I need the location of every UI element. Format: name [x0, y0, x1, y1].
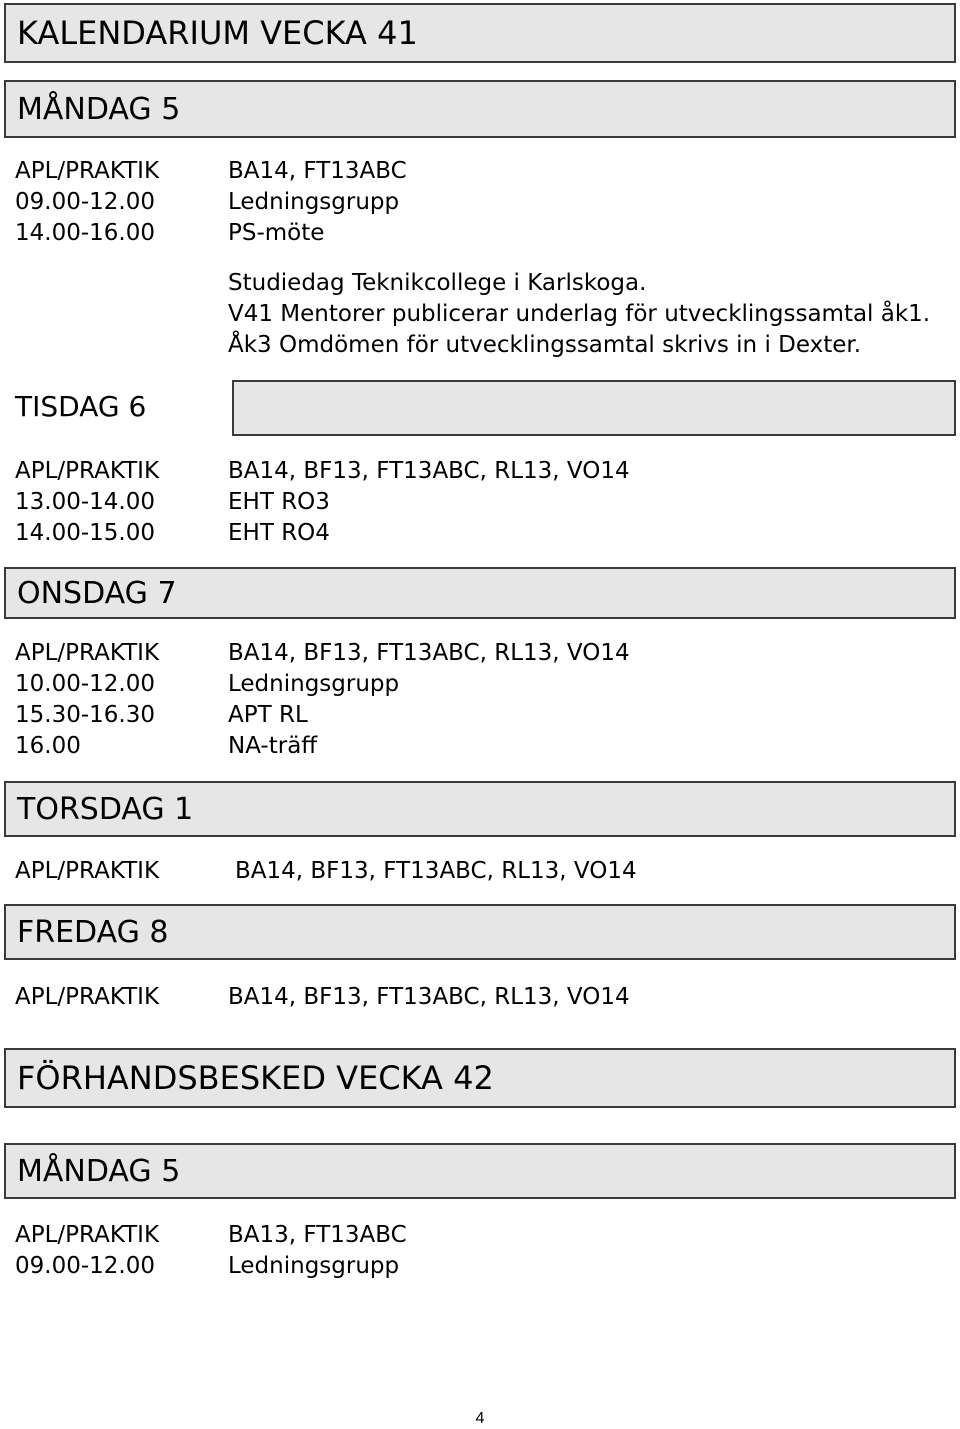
- list-item: 15.30-16.30 APT RL: [15, 702, 308, 728]
- calendar-week-header: [4, 3, 956, 63]
- list-item: 09.00-12.00 Ledningsgrupp: [15, 189, 400, 215]
- day-title-monday: MÅNDAG 5: [17, 91, 181, 127]
- list-item: APL/PRAKTIK BA13, FT13ABC: [15, 1222, 407, 1248]
- page-number: 4: [475, 1410, 485, 1427]
- day-header-friday: [4, 904, 956, 960]
- day-title-wednesday: ONSDAG 7: [17, 575, 177, 611]
- list-item: APL/PRAKTIK BA14, BF13, FT13ABC, RL13, VO14: [15, 458, 630, 484]
- monday-note-3: Åk3 Omdömen för utvecklingssamtal skrivs in i Dexter.: [228, 332, 862, 358]
- list-item: APL/PRAKTIK BA14, FT13ABC: [15, 158, 407, 184]
- list-item: APL/PRAKTIK BA14, BF13, FT13ABC, RL13, VO14: [15, 858, 637, 884]
- day-title-tuesday: TISDAG 6: [15, 390, 147, 423]
- day-header-thursday: [4, 781, 956, 837]
- list-item: 14.00-15.00 EHT RO4: [15, 520, 330, 546]
- list-item: 09.00-12.00 Ledningsgrupp: [15, 1253, 400, 1279]
- day-header-monday: [4, 80, 956, 138]
- list-item: 10.00-12.00 Ledningsgrupp: [15, 671, 400, 697]
- day-header-tuesday: [232, 380, 956, 436]
- list-item: APL/PRAKTIK BA14, BF13, FT13ABC, RL13, VO14: [15, 984, 630, 1010]
- preview-week-header: [4, 1048, 956, 1108]
- day-title-friday: FREDAG 8: [17, 914, 169, 950]
- monday-note-1: Studiedag Teknikcollege i Karlskoga.: [228, 270, 647, 296]
- day-header-wednesday: [4, 567, 956, 619]
- monday-note-2: V41 Mentorer publicerar underlag för utvecklingssamtal åk1.: [228, 301, 931, 327]
- preview-week-title: FÖRHANDSBESKED VECKA 42: [17, 1059, 494, 1097]
- day-title-thursday: TORSDAG 1: [17, 791, 194, 827]
- day-title-preview-monday: MÅNDAG 5: [17, 1153, 181, 1189]
- day-header-preview-monday: [4, 1143, 956, 1199]
- list-item: APL/PRAKTIK BA14, BF13, FT13ABC, RL13, VO14: [15, 640, 630, 666]
- list-item: 13.00-14.00 EHT RO3: [15, 489, 330, 515]
- calendar-week-title: KALENDARIUM VECKA 41: [17, 14, 418, 52]
- list-item: 16.00 NA-träff: [15, 733, 318, 759]
- list-item: 14.00-16.00 PS-möte: [15, 220, 325, 246]
